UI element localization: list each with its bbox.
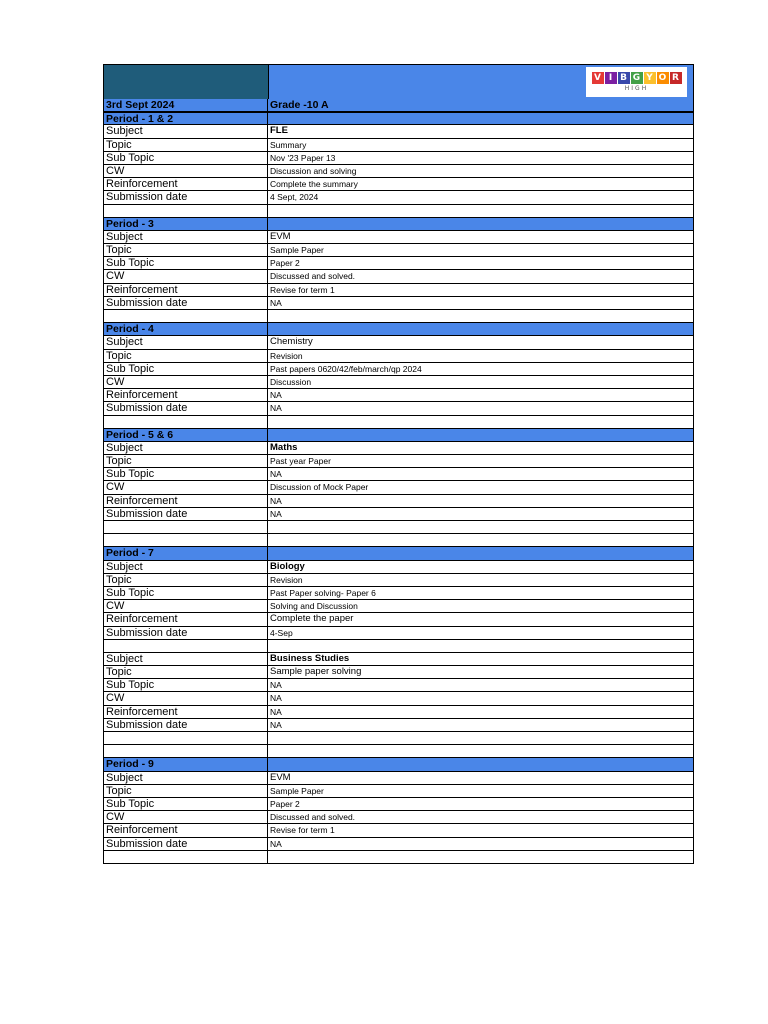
field-value: Sample Paper	[270, 245, 324, 256]
field-value	[268, 113, 693, 124]
table-row	[103, 284, 694, 297]
field-value: 4 Sept, 2024	[270, 192, 319, 203]
period-label: Period - 3	[104, 218, 268, 230]
sheet-header-band	[103, 64, 694, 99]
field-value: EVM	[270, 230, 291, 242]
field-value: NA	[270, 403, 282, 414]
period-header-row	[103, 547, 694, 560]
field-value: Discussion and solving	[270, 165, 357, 176]
empty-row	[103, 521, 694, 534]
date-grade-row	[103, 99, 694, 112]
table-row	[103, 468, 694, 481]
table-row	[103, 574, 694, 587]
table-row	[103, 178, 694, 191]
table-row	[103, 270, 694, 283]
field-label: Sub Topic	[104, 257, 268, 269]
field-value: Chemistry	[270, 336, 313, 348]
field-label: Subject	[104, 561, 268, 573]
field-value: Revise for term 1	[270, 825, 335, 836]
table-row	[103, 679, 694, 692]
field-value: Paper 2	[270, 258, 300, 269]
field-label	[104, 745, 268, 757]
field-label: Sub Topic	[104, 679, 268, 691]
field-label: Submission date	[104, 838, 268, 850]
period-label: Period - 1 & 2	[104, 113, 268, 124]
field-label: Sub Topic	[104, 798, 268, 810]
field-label: Submission date	[104, 191, 268, 203]
field-label: Topic	[104, 785, 268, 797]
field-label	[104, 205, 268, 217]
field-value	[268, 851, 693, 863]
field-value: Past papers 0620/42/feb/march/qp 2024	[270, 363, 422, 374]
empty-row	[103, 732, 694, 745]
table-row	[103, 402, 694, 415]
field-label: Submission date	[104, 508, 268, 520]
vibgyor-logo	[586, 67, 687, 97]
field-value: NA	[270, 838, 282, 849]
field-label: Subject	[104, 772, 268, 784]
period-header-row	[103, 218, 694, 231]
date-cell: 3rd Sept 2024	[104, 99, 268, 111]
field-value: Paper 2	[270, 798, 300, 809]
empty-row	[103, 534, 694, 547]
table-row	[103, 376, 694, 389]
field-label: CW	[104, 165, 268, 177]
table-body	[103, 112, 694, 864]
field-label	[104, 851, 268, 863]
table-row	[103, 350, 694, 363]
logo-letter: V	[592, 72, 604, 84]
field-label: Reinforcement	[104, 178, 268, 190]
field-label: Sub Topic	[104, 468, 268, 480]
empty-row	[103, 640, 694, 653]
field-value: Complete the summary	[270, 179, 358, 190]
field-value: Nov '23 Paper 13	[270, 152, 336, 163]
field-value: NA	[270, 693, 282, 704]
field-value	[268, 521, 693, 533]
field-value	[268, 416, 693, 428]
field-label: CW	[104, 692, 268, 704]
field-value: Discussion of Mock Paper	[270, 482, 369, 493]
timetable-sheet	[103, 64, 694, 864]
field-label: Sub Topic	[104, 152, 268, 164]
field-label: Submission date	[104, 627, 268, 639]
field-label: Reinforcement	[104, 284, 268, 296]
period-header-row	[103, 758, 694, 771]
field-value: NA	[270, 469, 282, 480]
table-row	[103, 587, 694, 600]
table-row	[103, 811, 694, 824]
empty-row	[103, 310, 694, 323]
field-value: Business Studies	[270, 652, 350, 664]
field-value: Sample Paper	[270, 785, 324, 796]
field-value: Discussed and solved.	[270, 812, 356, 823]
table-row	[103, 824, 694, 837]
table-row	[103, 152, 694, 165]
period-header-row	[103, 429, 694, 442]
field-value	[268, 547, 693, 559]
field-value: Solving and Discussion	[270, 601, 358, 612]
field-value	[268, 429, 693, 441]
table-row	[103, 363, 694, 376]
table-row	[103, 442, 694, 455]
field-label: Topic	[104, 455, 268, 467]
table-row	[103, 389, 694, 402]
field-label: Subject	[104, 336, 268, 348]
field-value	[268, 640, 693, 652]
field-label: Subject	[104, 231, 268, 243]
field-label: Sub Topic	[104, 363, 268, 375]
field-label: CW	[104, 481, 268, 493]
table-row	[103, 336, 694, 349]
field-value: 4-Sep	[270, 627, 293, 638]
field-value: Revision	[270, 350, 303, 361]
field-value: NA	[270, 297, 282, 308]
table-row	[103, 508, 694, 521]
table-row	[103, 231, 694, 244]
field-label: Submission date	[104, 719, 268, 731]
field-value: Sample paper solving	[270, 666, 362, 678]
field-value: Biology	[270, 560, 305, 572]
field-label: Reinforcement	[104, 613, 268, 625]
field-label	[104, 534, 268, 546]
field-label: Reinforcement	[104, 495, 268, 507]
field-label: CW	[104, 270, 268, 282]
table-row	[103, 692, 694, 705]
field-label: Sub Topic	[104, 587, 268, 599]
field-label: Subject	[104, 125, 268, 137]
table-row	[103, 719, 694, 732]
field-label: Topic	[104, 350, 268, 362]
table-row	[103, 455, 694, 468]
logo-letters	[592, 72, 682, 84]
field-value	[268, 745, 693, 757]
field-label: CW	[104, 376, 268, 388]
field-value: Revision	[270, 574, 303, 585]
period-header-row	[103, 112, 694, 125]
table-row	[103, 244, 694, 257]
field-label	[104, 640, 268, 652]
table-row	[103, 125, 694, 138]
table-row	[103, 706, 694, 719]
logo-letter: G	[631, 72, 643, 84]
table-row	[103, 561, 694, 574]
field-value: NA	[270, 680, 282, 691]
field-value: Complete the paper	[270, 613, 354, 625]
field-label	[104, 416, 268, 428]
field-label: CW	[104, 811, 268, 823]
field-label	[104, 310, 268, 322]
field-value: Discussed and solved.	[270, 271, 356, 282]
field-value	[268, 534, 693, 546]
field-label: Submission date	[104, 297, 268, 309]
field-label: Reinforcement	[104, 389, 268, 401]
logo-letter: I	[605, 72, 617, 84]
empty-row	[103, 851, 694, 864]
field-value: NA	[270, 706, 282, 717]
field-label: Topic	[104, 244, 268, 256]
period-label: Period - 5 & 6	[104, 429, 268, 441]
table-row	[103, 165, 694, 178]
table-row	[103, 297, 694, 310]
field-value: Revise for term 1	[270, 284, 335, 295]
field-label: Topic	[104, 139, 268, 151]
table-row	[103, 600, 694, 613]
field-label	[104, 732, 268, 744]
field-value	[268, 218, 693, 230]
field-value: Past year Paper	[270, 456, 331, 467]
field-label	[104, 521, 268, 533]
table-row	[103, 653, 694, 666]
field-value	[268, 310, 693, 322]
field-value	[268, 732, 693, 744]
field-value: FLE	[270, 125, 288, 137]
table-row	[103, 838, 694, 851]
table-row	[103, 798, 694, 811]
empty-row	[103, 416, 694, 429]
field-label: Reinforcement	[104, 824, 268, 836]
field-value: NA	[270, 495, 282, 506]
period-label: Period - 4	[104, 323, 268, 335]
field-value: Maths	[270, 441, 298, 453]
table-row	[103, 627, 694, 640]
field-value: Past Paper solving- Paper 6	[270, 587, 376, 598]
field-value	[268, 323, 693, 335]
table-row	[103, 495, 694, 508]
logo-letter: O	[657, 72, 669, 84]
table-row	[103, 191, 694, 204]
field-value	[268, 205, 693, 217]
header-right-cell	[269, 65, 693, 99]
logo-subtitle: HIGH	[624, 85, 649, 92]
table-row	[103, 139, 694, 152]
period-label: Period - 7	[104, 547, 268, 559]
empty-row	[103, 205, 694, 218]
field-value: NA	[270, 508, 282, 519]
table-row	[103, 666, 694, 679]
field-label: Topic	[104, 574, 268, 586]
period-header-row	[103, 323, 694, 336]
field-value: Discussion	[270, 376, 312, 387]
table-row	[103, 481, 694, 494]
field-label: CW	[104, 600, 268, 612]
field-value: Summary	[270, 139, 307, 150]
logo-letter: B	[618, 72, 630, 84]
field-label: Submission date	[104, 402, 268, 414]
logo-letter: Y	[644, 72, 656, 84]
field-value: NA	[270, 719, 282, 730]
field-value: NA	[270, 390, 282, 401]
table-row	[103, 257, 694, 270]
table-row	[103, 772, 694, 785]
table-row	[103, 613, 694, 626]
grade-cell: Grade -10 A	[270, 99, 329, 111]
field-value	[268, 758, 693, 770]
field-label: Subject	[104, 442, 268, 454]
field-value: EVM	[270, 771, 291, 783]
field-label: Topic	[104, 666, 268, 678]
period-label: Period - 9	[104, 758, 268, 770]
header-left-cell	[104, 65, 269, 99]
field-label: Reinforcement	[104, 706, 268, 718]
empty-row	[103, 745, 694, 758]
field-label: Subject	[104, 653, 268, 665]
table-row	[103, 785, 694, 798]
logo-letter: R	[670, 72, 682, 84]
